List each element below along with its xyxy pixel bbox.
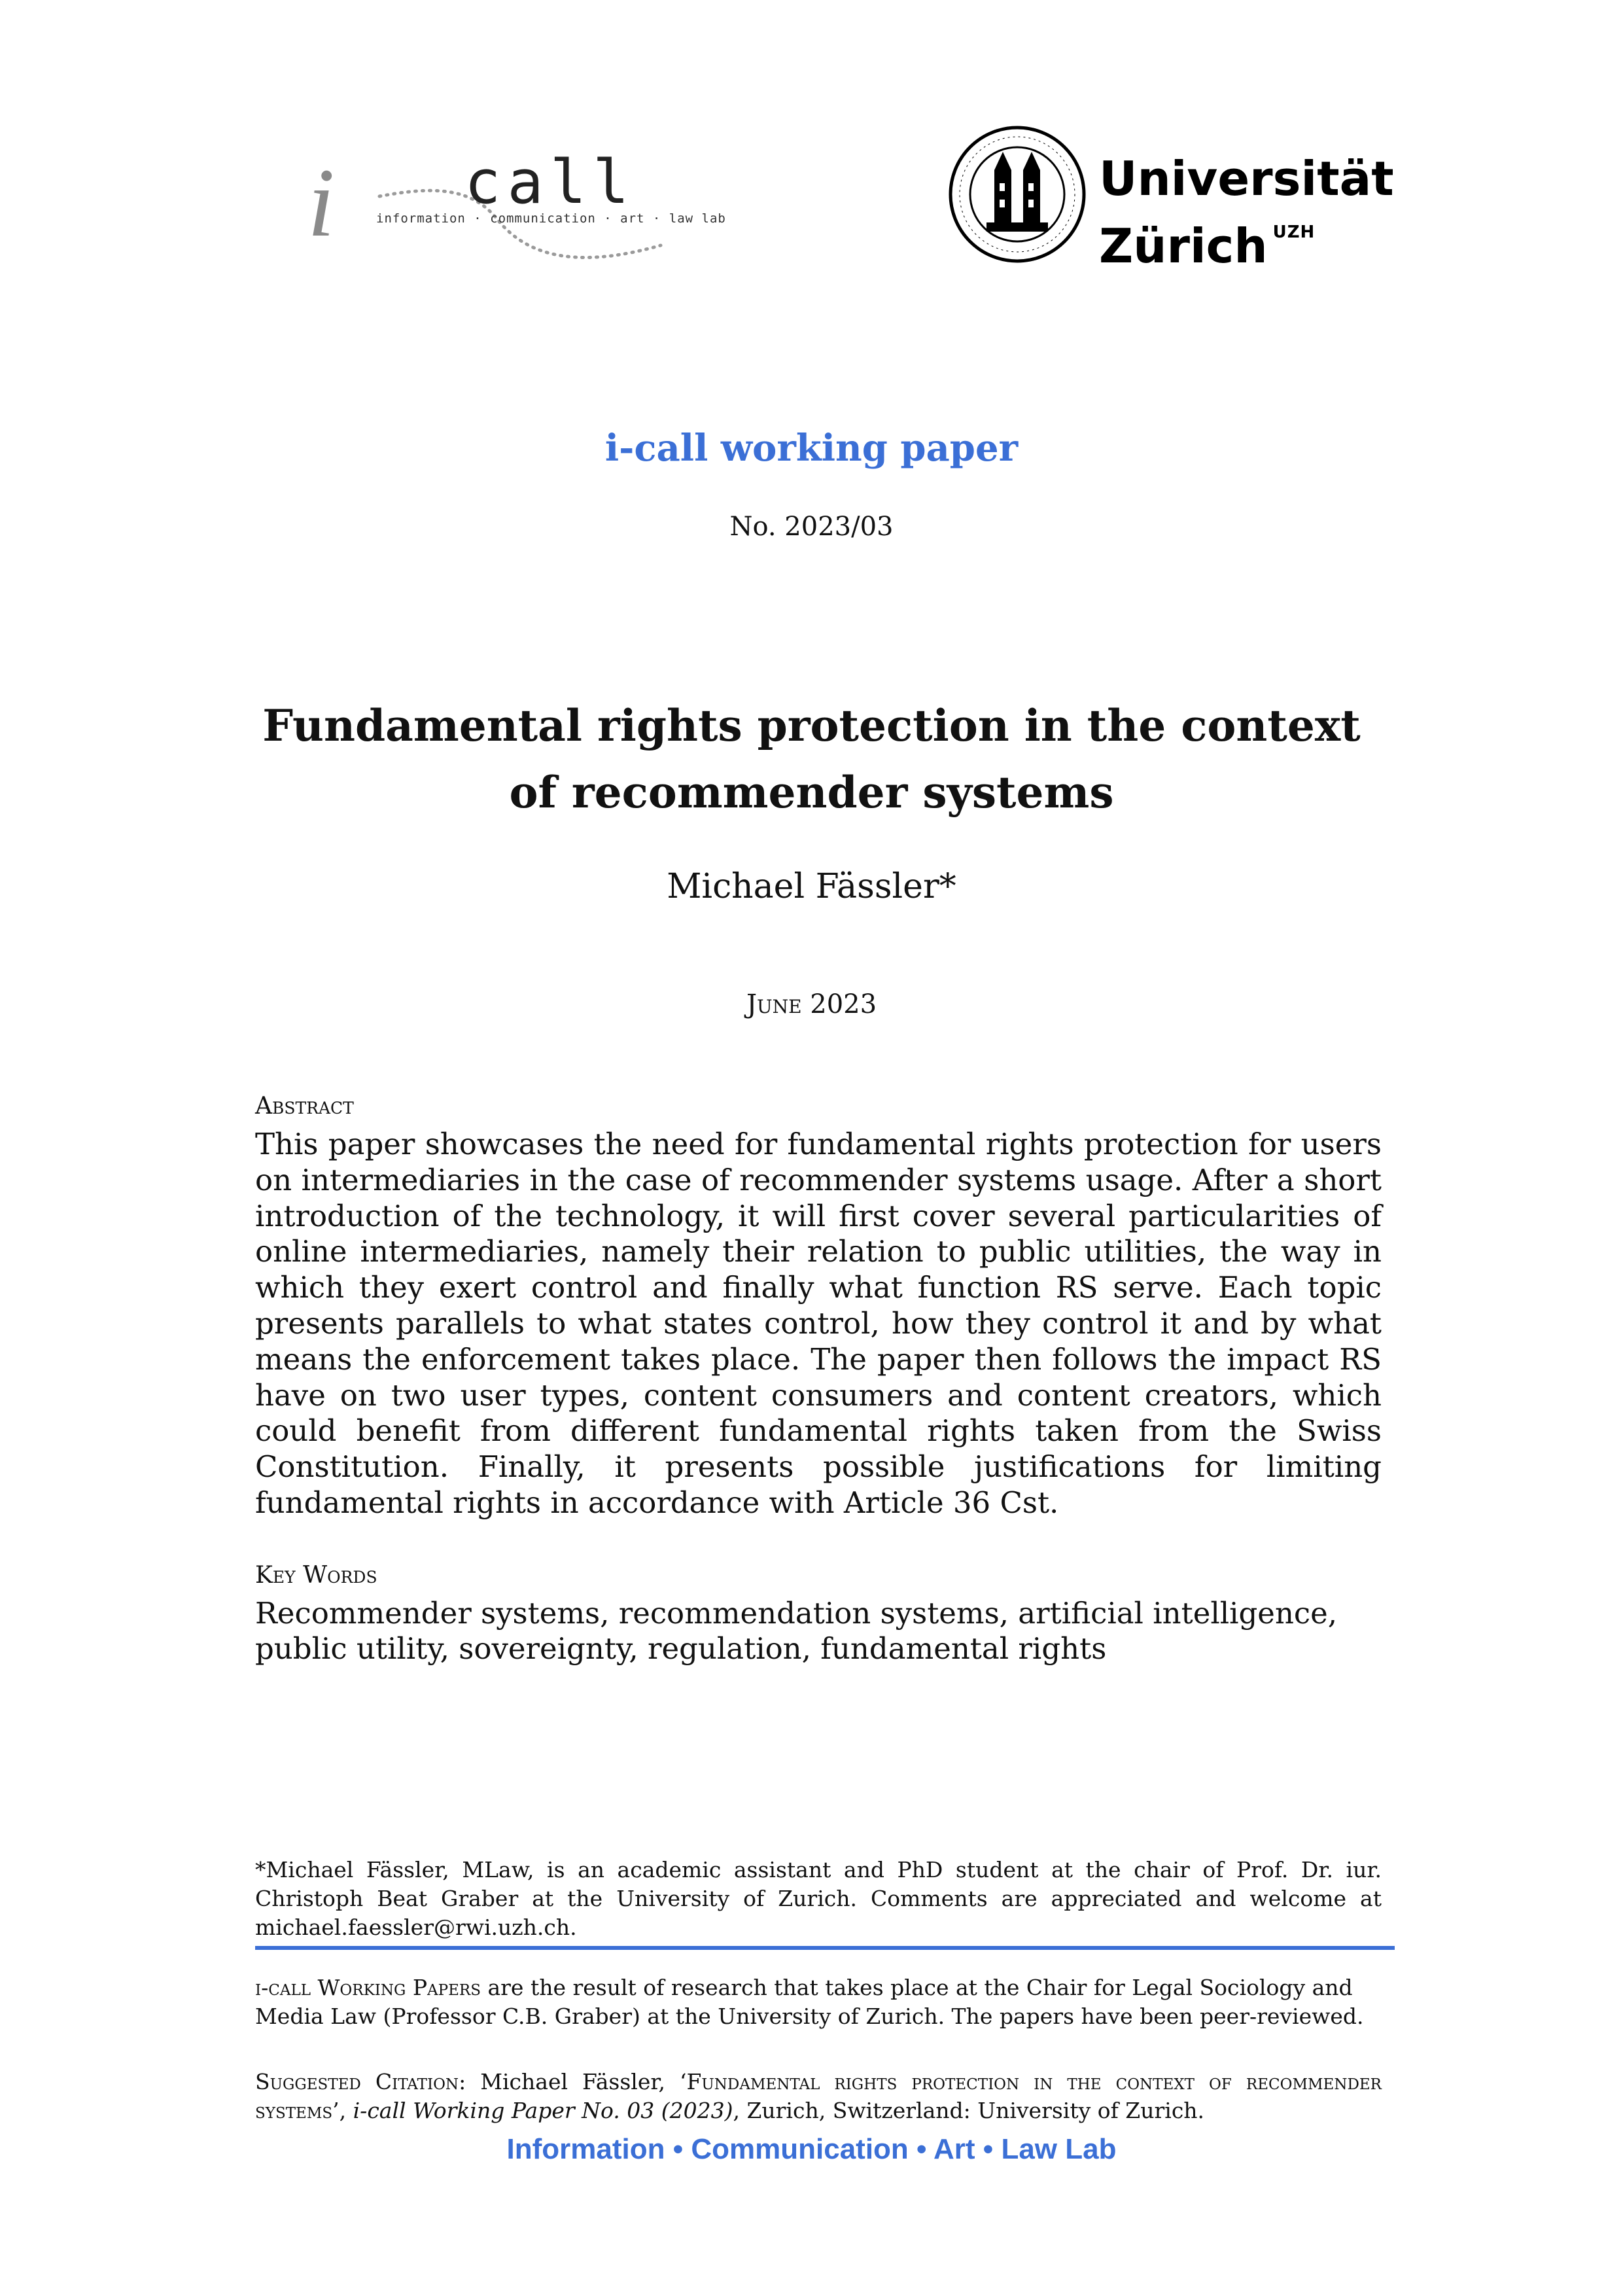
paper-title-line1: Fundamental rights protection in the context: [262, 700, 1361, 751]
keywords-heading: Key Words: [255, 1562, 377, 1589]
paper-title-line2: of recommender systems: [509, 767, 1114, 818]
citation-place: , Zurich, Switzerland: University of Zurich.: [733, 2098, 1205, 2123]
uzh-wordmark-line2: [1099, 205, 1394, 273]
author-footnote: *Michael Fässler, MLaw, is an academic assistant and PhD student at the chair of Prof. Dr. iur. Christoph Beat Graber at the University of Zurich. Comments are appreciated and welcome at michael.faessler@rwi.uzh.ch.: [255, 1857, 1382, 1940]
paper-number: No. 2023/03: [729, 512, 894, 542]
abstract-text: This paper showcases the need for fundamental rights protection for users on intermediaries in the case of recommender systems usage. After a short introduction of the technology, it will first cover several particularities of online intermediaries, namely their relation to public utilities, the way in which they exert control and finally what function RS serve. Each topic presents parallels to what states control, how they control it and by what means the enforcement takes place. The paper then follows the impact RS have on two user types, content consumers and content creators, which could benefit from different fundamental rights taken from the Swiss Constitution. Finally, it presents possible justifications for limiting fundamental rights in accordance with Article 36 Cst.: [255, 1127, 1382, 1520]
suggested-citation: [255, 2068, 1382, 2125]
bottom-tagline: Information • Communication • Art • Law Lab: [506, 2133, 1117, 2165]
author: Michael Fässler*: [667, 867, 956, 906]
uzh-seal-icon: [947, 124, 1088, 265]
uzh-wordmark-zurich: Zürich: [1099, 219, 1268, 274]
divider-rule: [255, 1946, 1395, 1950]
icall-logo-tagline: information · communication · art · law lab: [376, 211, 726, 226]
keywords-text: Recommender systems, recommendation systems, artificial intelligence, public utility, sovereignty, regulation, fundamental rights: [255, 1596, 1338, 1666]
icall-logo-i: i: [307, 149, 335, 257]
uzh-wordmark-line1: Universität: [1099, 151, 1394, 206]
icall-logo: [301, 134, 726, 285]
series-title: i-call working paper: [604, 427, 1019, 470]
citation-series: i-call Working Paper No. 03 (2023): [353, 2098, 733, 2123]
citation-author: : Michael Fässler, ‘: [459, 2069, 687, 2094]
uzh-wordmark-sup: UZH: [1272, 222, 1316, 242]
citation-label: Suggested Citation: [255, 2069, 459, 2094]
uzh-wordmark: [1099, 152, 1394, 273]
citation-close: ’,: [332, 2098, 353, 2123]
citation-title: Fundamental rights protection in the context of recommender systems: [255, 2069, 1382, 2123]
abstract-heading: Abstract: [255, 1093, 354, 1120]
working-paper-notice: [255, 1973, 1382, 2031]
notice-label: i-call Working Papers: [255, 1975, 481, 2000]
notice-text: are the result of research that takes place at the Chair for Legal Sociology and Media Law (Professor C.B. Graber) at the University of Zurich. The papers have been peer-reviewed.: [255, 1975, 1364, 2029]
uzh-logo: [947, 124, 1394, 275]
icall-logo-word: call: [464, 147, 636, 217]
paper-title: [196, 692, 1427, 826]
date: June 2023: [746, 989, 877, 1019]
